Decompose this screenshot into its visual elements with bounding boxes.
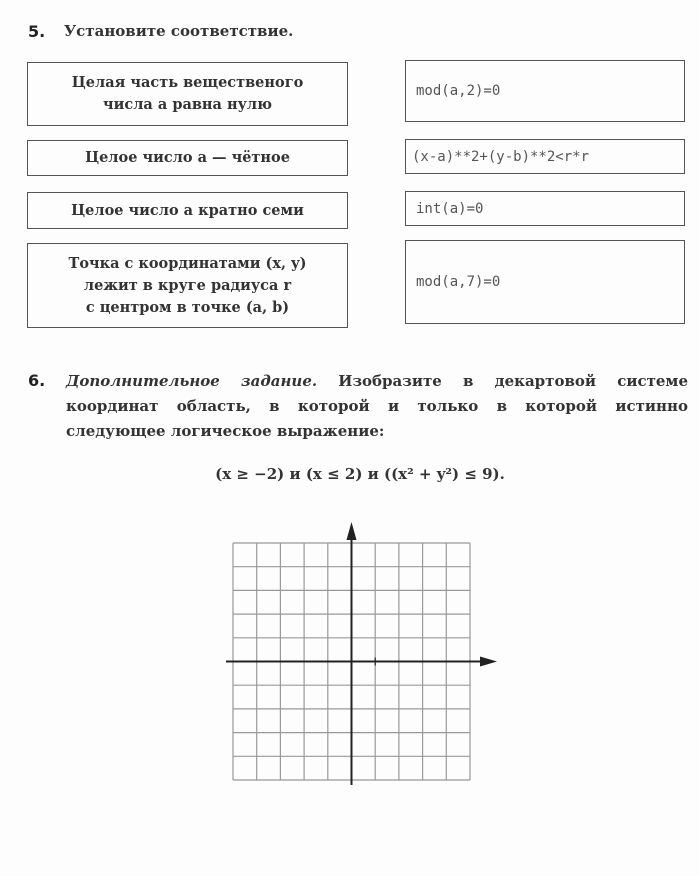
right-item-text: mod(a,2)=0: [416, 83, 501, 99]
task6-formula: (x ≥ −2) и (x ≤ 2) и ((x² + y²) ≤ 9).: [215, 465, 505, 483]
right-item-text: int(a)=0: [416, 200, 484, 217]
left-item-text: числа a равна нулю: [103, 96, 272, 113]
left-item-text: с центром в точке (a, b): [85, 298, 290, 316]
left-item-text: Целое число a — чётное: [85, 149, 290, 166]
task5-title: Установите соответствие.: [64, 22, 294, 40]
y-axis-arrow-icon: [347, 522, 357, 540]
task6-body: Изобразите в декартовой системе координат область, в которой и только в которой истинно следующее логическое выражение:: [66, 372, 689, 440]
right-item-text: mod(a,7)=0: [416, 274, 501, 290]
x-axis-arrow-icon: [480, 657, 497, 667]
task6-lead: Дополнительное задание.: [66, 372, 318, 390]
left-item-text: лежит в круге радиуса r: [83, 276, 292, 294]
left-item-text: Целое число a кратно семи: [71, 201, 304, 219]
right-item-text: (x-a)**2+(y-b)**2<r*r: [412, 148, 590, 165]
left-item-text: Точка с координатами (x, y): [68, 254, 307, 272]
left-item-text: Целая часть вещественого: [71, 74, 304, 91]
task6-number: 6.: [28, 371, 46, 390]
task5-number: 5.: [28, 22, 46, 41]
